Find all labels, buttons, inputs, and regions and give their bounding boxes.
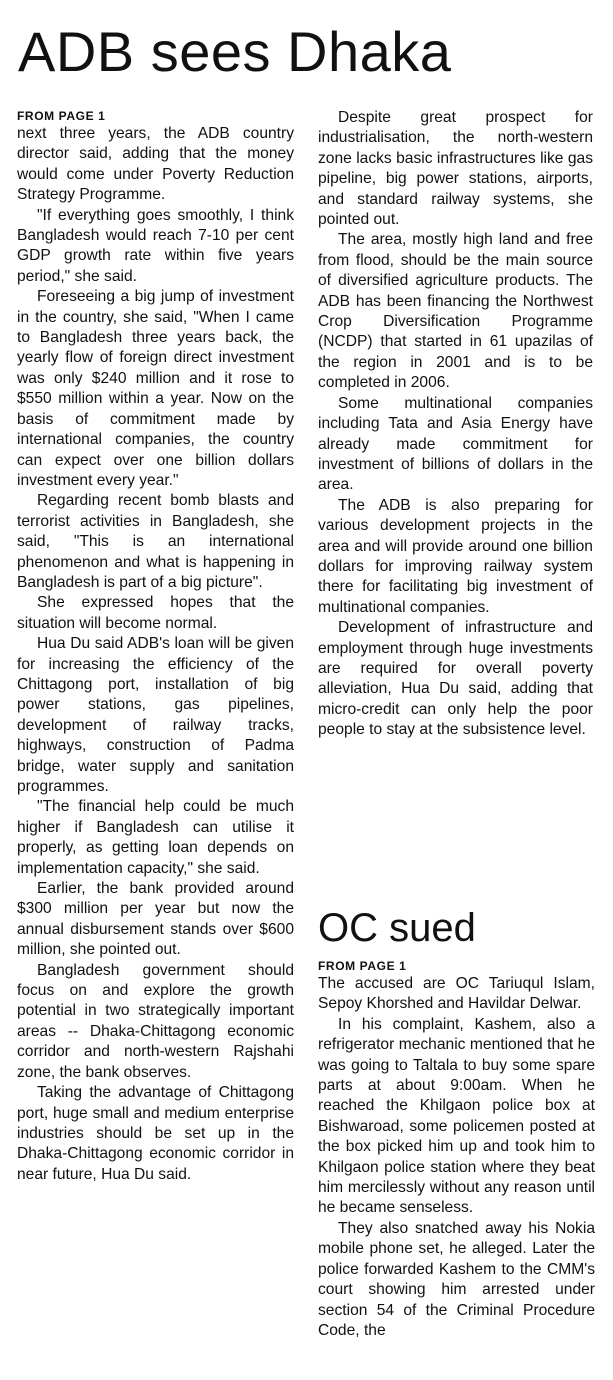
- article-adb-column-right: [318, 108, 593, 741]
- paragraph: Some multinational companies including Tata and Asia Energy have already made commitment for investment of billions of dollars in the area.: [318, 394, 593, 494]
- paragraph: Foreseeing a big jump of investment in the country, she said, "When I came to Bangladesh three years back, the yearly flow of foreign direct investment was only $240 million and it rose to $550 million within a year. Now on the basis of commitment made by international companies, the country can expect over one billion dollars investment every year.": [17, 288, 294, 489]
- paragraph: In his complaint, Kashem, also a refrigerator mechanic mentioned that he was going to Taltala to buy some spare parts at about 9:00am. When he reached the Khilgaon police box at Bishwaroad, some policemen posted at the box picked him up and took him to Khilgaon police station where they beat him mercilessly without any reason until he became senseless.: [318, 1015, 595, 1217]
- paragraph: "The financial help could be much higher if Bangladesh can utilise it properly, as getting loan depends on implementation capacity," she said.: [17, 798, 294, 877]
- kicker-from-page-1: FROM PAGE 1: [318, 959, 407, 973]
- article-oc-sued-column: [318, 958, 595, 1341]
- paragraph: She expressed hopes that the situation will become normal.: [17, 594, 294, 632]
- paragraph: Taking the advantage of Chittagong port, huge small and medium enterprise industries should be set up in the Dhaka-Chittagong economic corridor in near future, Hua Du said.: [17, 1084, 294, 1183]
- paragraph: Development of infrastructure and employment through huge investments are required for overall poverty alleviation, Hua Du said, adding that micro-credit can only help the poor people to stay at the subsistence level.: [318, 619, 593, 739]
- paragraph: They also snatched away his Nokia mobile phone set, he alleged. Later the police forwarded Kashem to the CMM's court showing him arrested under section 54 of the Criminal Procedure Code, the: [318, 1219, 595, 1339]
- paragraph: next three years, the ADB country director said, adding that the money would come under Poverty Reduction Strategy Programme.: [17, 125, 294, 204]
- paragraph: Bangladesh government should focus on and explore the growth potential in two strategically important areas -- Dhaka-Chittagong economic corridor and north-western Rajshahi zone, the bank observes.: [17, 961, 294, 1081]
- paragraph: The ADB is also preparing for various development projects in the area and will provide around one billion dollars for improving railway system there for facilitating big investment of multinational companies.: [318, 496, 593, 616]
- paragraph: The accused are OC Tariuqul Islam, Sepoy Khorshed and Havildar Delwar.: [318, 975, 595, 1013]
- paragraph: Earlier, the bank provided around $300 million per year but now the annual disbursement stands over $600 million, she pointed out.: [17, 880, 294, 959]
- paragraph: "If everything goes smoothly, I think Bangladesh would reach 7-10 per cent GDP growth rate within five years period," she said.: [17, 206, 294, 285]
- headline-adb-sees-dhaka: ADB sees Dhaka: [18, 20, 452, 83]
- paragraph: Despite great prospect for industrialisation, the north-western zone lacks basic infrastructures like gas pipeline, big power stations, airports, and standard railway systems, she pointed out.: [318, 109, 593, 229]
- paragraph: Hua Du said ADB's loan will be given for increasing the efficiency of the Chittagong port, installation of big power stations, gas pipelines, development of railway tracks, highways, construction of Padma bridge, water supply and sanitation programmes.: [17, 635, 294, 795]
- article-adb-column-left: [17, 108, 294, 1185]
- paragraph: The area, mostly high land and free from flood, should be the main source of diversified agriculture products. The ADB has been financing the Northwest Crop Diversification Programme (NCDP) that started in 61 upazilas of the region in 2001 and is to be completed in 2006.: [318, 231, 593, 392]
- paragraph: Regarding recent bomb blasts and terrorist activities in Bangladesh, she said, "This is an international phenomenon and what is happening in Bangladesh is part of a big picture".: [17, 492, 294, 591]
- kicker-from-page-1: FROM PAGE 1: [17, 109, 106, 123]
- headline-oc-sued: OC sued: [318, 906, 476, 950]
